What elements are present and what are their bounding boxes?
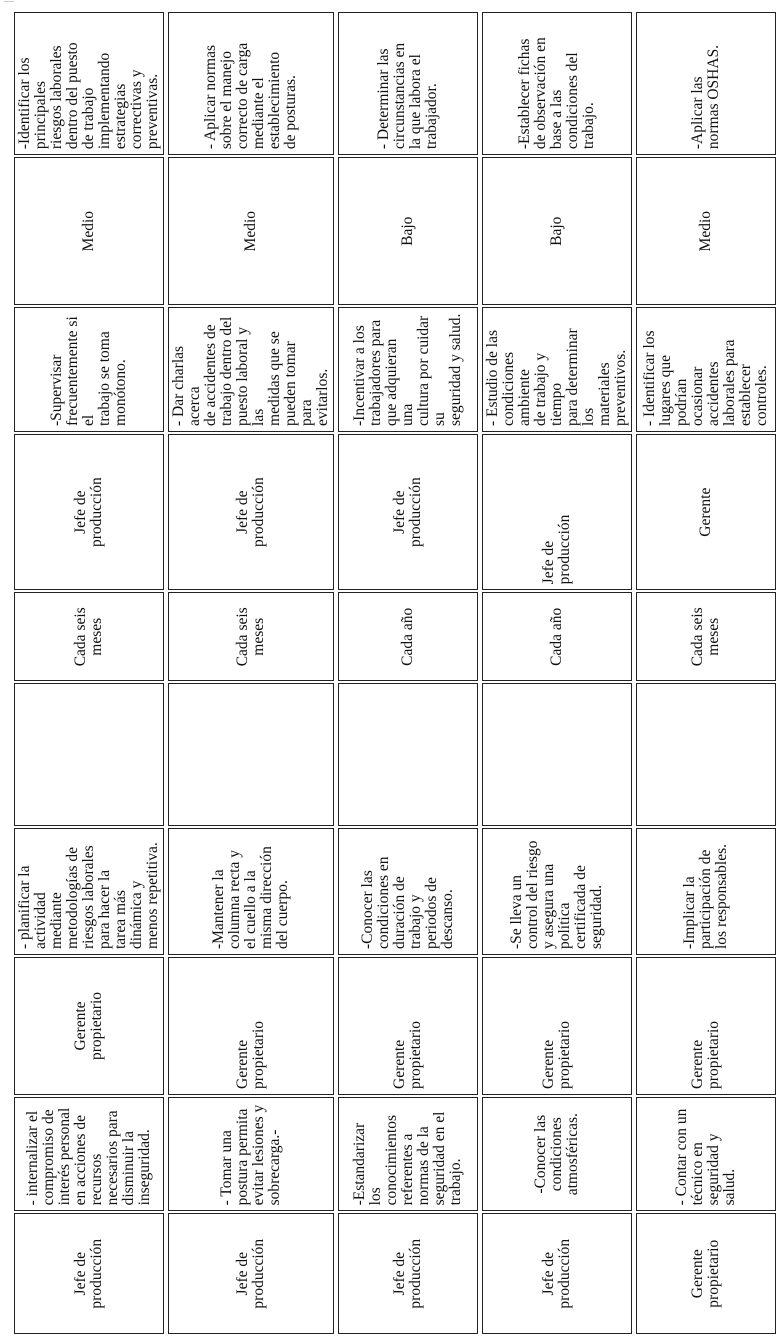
goal-responsible-cell: Jefe de producción <box>482 1213 632 1334</box>
risk-level-cell: Bajo <box>338 157 478 305</box>
risk-level-cell: Bajo <box>482 157 632 305</box>
action-cell: -Incentivar a los trabajadores para que adquieran una cultura por cuidar su seguridad y salud. <box>338 307 478 432</box>
objective-responsible-cell: Gerente propietario <box>168 957 334 1095</box>
frequency-cell: Cada seis meses <box>636 592 776 681</box>
responsible-cell: Jefe de producción <box>14 434 164 590</box>
frequency-cell: Cada año <box>482 592 632 681</box>
empty-cell <box>338 683 478 826</box>
risk-plan-table <box>10 10 780 1336</box>
risk-level-cell: Medio <box>168 157 334 305</box>
empty-cell <box>14 683 164 826</box>
goal-cell: -Conocer las condiciones atmosféricas. <box>482 1097 632 1211</box>
responsible-cell: Jefe de producción <box>338 434 478 590</box>
activity-cell: - Aplicar normas sobre el manejo correcto de carga mediante el establecimiento de posturas. <box>168 12 334 155</box>
objective-responsible-cell: Gerente propietario <box>482 957 632 1095</box>
table-row <box>338 12 478 1334</box>
risk-level-cell: Medio <box>636 157 776 305</box>
objective-cell: -Conocer las condiciones en duración de trabajo y periodos de descanso. <box>338 828 478 955</box>
activity-cell: -Aplicar las normas OSHAS. <box>636 12 776 155</box>
objective-responsible-cell: Gerente propietario <box>14 957 164 1095</box>
objective-cell: -Implicar la participación de los responsables. <box>636 828 776 955</box>
action-cell: - Dar charlas acerca de accidentes de trabajo dentro del puesto laboral y las medidas que se pueden tomar para evitarlos. <box>168 307 334 432</box>
empty-cell <box>168 683 334 826</box>
objective-cell: -Mantener la columna recta y el cuello a la misma dirección del cuerpo. <box>168 828 334 955</box>
table-row <box>168 12 334 1334</box>
table-row <box>636 12 776 1334</box>
empty-cell <box>636 683 776 826</box>
goal-cell: - Tomar una postura permita evitar lesiones y sobrecarga.- <box>168 1097 334 1211</box>
table-row <box>14 12 164 1334</box>
action-cell: - Identificar los lugares que podrían ocasionar accidentes laborales para establecer controles. <box>636 307 776 432</box>
goal-responsible-cell: Jefe de producción <box>338 1213 478 1334</box>
responsible-cell: Jefe de producción <box>482 434 632 590</box>
action-cell: - Estudio de las condiciones ambiente de trabajo y tiempo para determinar los materiales preventivos. <box>482 307 632 432</box>
frequency-cell: Cada año <box>338 592 478 681</box>
goal-cell: - internalizar el compromiso de interés personal en acciones de recursos necesarios para disminuir la inseguridad. <box>14 1097 164 1211</box>
scan-edge-mark <box>4 1 14 2</box>
objective-responsible-cell: Gerente propietario <box>338 957 478 1095</box>
table-row <box>482 12 632 1334</box>
responsible-cell: Jefe de producción <box>168 434 334 590</box>
frequency-cell: Cada seis meses <box>168 592 334 681</box>
goal-responsible-cell: Gerente propietario <box>636 1213 776 1334</box>
responsible-cell: Gerente <box>636 434 776 590</box>
goal-responsible-cell: Jefe de producción <box>14 1213 164 1334</box>
activity-cell: - Determinar las circunstancias en la que labora el trabajador. <box>338 12 478 155</box>
action-cell: -Supervisar frecuentemente si el trabajo se toma monótono. <box>14 307 164 432</box>
risk-level-cell: Medio <box>14 157 164 305</box>
objective-cell: - planificar la actividad mediante metodologías de riesgos laborales para hacer la tarea más dinámica y menos repetitiva. <box>14 828 164 955</box>
goal-responsible-cell: Jefe de producción <box>168 1213 334 1334</box>
empty-cell <box>482 683 632 826</box>
goal-cell: - Contar con un técnico en seguridad y salud. <box>636 1097 776 1211</box>
goal-cell: -Estandarizar los conocimientos referentes a normas de la seguridad en el trabajo. <box>338 1097 478 1211</box>
activity-cell: -Establecer fichas de observación en base a las condiciones del trabajo. <box>482 12 632 155</box>
objective-cell: -Se lleva un control del riesgo y asegura una política certificada de seguridad. <box>482 828 632 955</box>
objective-responsible-cell: Gerente propietario <box>636 957 776 1095</box>
frequency-cell: Cada seis meses <box>14 592 164 681</box>
activity-cell: -Identificar los principales riesgos laborales dentro del puesto de trabajo implementando estrategias correctivas y preventivas. <box>14 12 164 155</box>
